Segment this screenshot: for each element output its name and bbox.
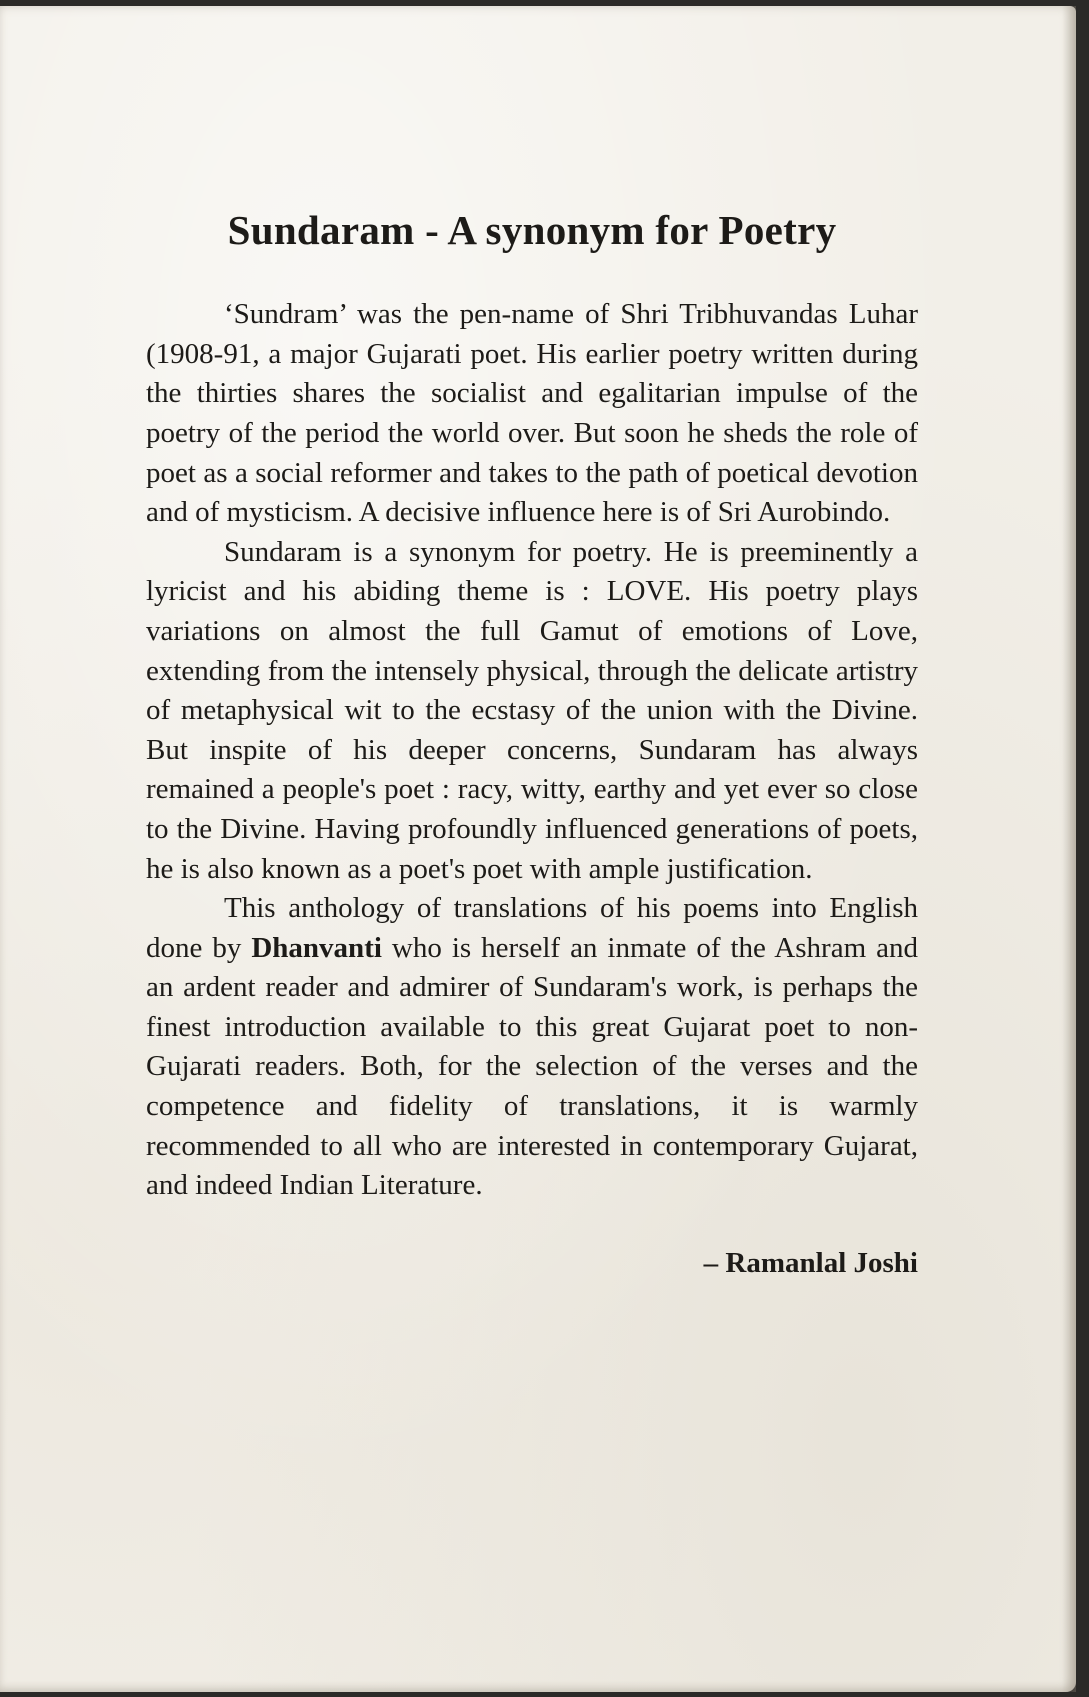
paragraph-3-rest: who is herself an inmate of the Ashram and an ardent reader and admirer of Sundaram's work, is perhaps the finest introduction available to this great Gujarat poet to non-Gujarati readers. Both, for the selection of the verses and the competence and fidelity of translations, it is warmly recommended to all who are interested in contemporary Gujarat, and indeed Indian Literature. (146, 931, 918, 1202)
book-back-cover (0, 6, 1076, 1692)
page-title: Sundaram - A synonym for Poetry (227, 207, 837, 253)
blurb-content (146, 206, 918, 1281)
paragraph-2: Sundaram is a synonym for poetry. He is preeminently a lyricist and his abiding theme is : LOVE. His poetry plays variations on almost the full Gamut of emotions of Love, extending from the intensely physical, through the delicate artistry of metaphysical wit to the ecstasy of the union with the Divine. But inspite of his deeper concerns, Sundaram has always remained a people's poet : racy, witty, earthy and yet ever so close to the Divine. Having profoundly influenced generations of poets, he is also known as a poet's poet with ample justification. (146, 535, 918, 885)
paragraph-1: ‘Sundram’ was the pen-name of Shri Tribhuvandas Luhar (1908-91, a major Gujarati poet. His earlier poetry written during the thirties shares the socialist and egalitarian impulse of the poetry of the period the world over. But soon he sheds the role of poet as a social reformer and takes to the path of poetical devotion and of mysticism. A decisive influence here is of Sri Aurobindo. (146, 298, 918, 529)
translator-name: Dhanvanti (251, 931, 382, 964)
cover-edge-shadow (1062, 6, 1076, 1692)
paragraph-3 (146, 889, 918, 1206)
author-signature: – Ramanlal Joshi (703, 1246, 918, 1279)
paragraph-3-intro: This anthology of translations of his poems into English done by (146, 892, 918, 964)
